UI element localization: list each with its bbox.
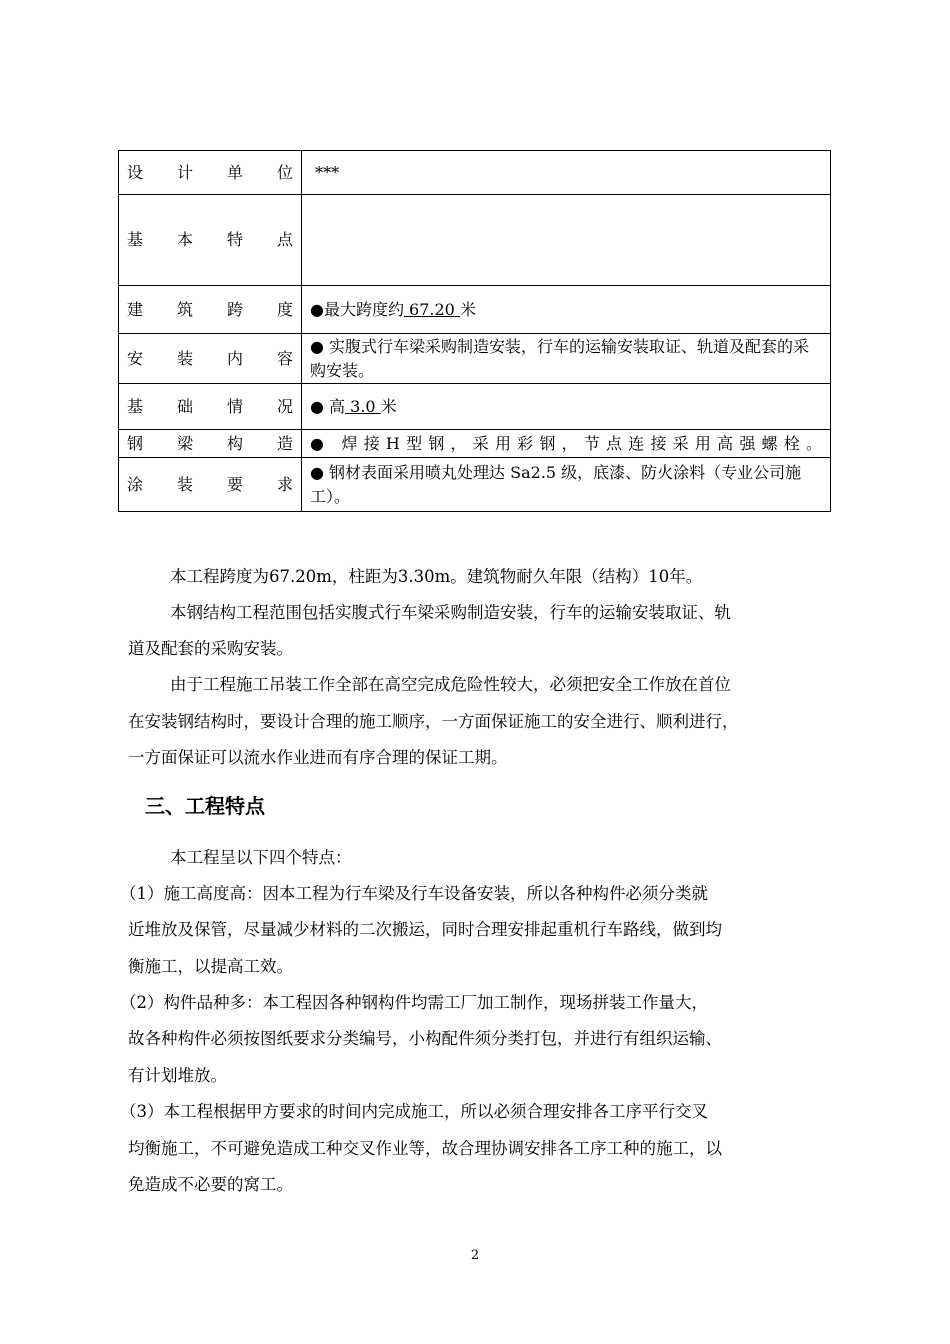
paragraph-safety-line1: 由于工程施工吊装工作全部在高空完成危险性较大，必须把安全工作放在首位 [170, 675, 731, 694]
table-row [119, 151, 831, 195]
row-value: ●最大跨度约 67.20 米 [302, 286, 831, 334]
table-row [119, 430, 831, 458]
row-label: 基 本 特 点 [119, 195, 302, 286]
paragraph-safety-line3: 一方面保证可以流水作业进而有序合理的保证工期。 [128, 748, 508, 767]
feature-3-line3: 免造成不必要的窝工。 [128, 1175, 293, 1194]
row-label: 设 计 单 位 [119, 151, 302, 195]
table-row [119, 286, 831, 334]
paragraph-span: 本工程跨度为67.20m，柱距为3.30m。建筑物耐久年限（结构）10年。 [170, 567, 703, 586]
project-info-table [118, 150, 831, 512]
row-value: ● 钢材表面采用喷丸处理达 Sa2.5 级，底漆、防火涂料（专业公司施工）。 [302, 458, 831, 512]
feature-1-line3: 衡施工，以提高工效。 [128, 957, 293, 976]
row-label: 基 础 情 况 [119, 384, 302, 430]
row-value: ● 实腹式行车梁采购制造安装，行车的运输安装取证、轨道及配套的采购安装。 [302, 334, 831, 384]
feature-2-line3: 有计划堆放。 [128, 1066, 227, 1085]
row-label: 安 装 内 容 [119, 334, 302, 384]
row-label: 涂 装 要 求 [119, 458, 302, 512]
row-value: *** [302, 151, 831, 195]
row-value: ● 高 3.0 米 [302, 384, 831, 430]
paragraph-scope-line1: 本钢结构工程范围包括实腹式行车梁采购制造安装，行车的运输安装取证、轨 [170, 603, 731, 622]
row-label: 建 筑 跨 度 [119, 286, 302, 334]
row-value: ● 焊接H型钢，采用彩钢，节点连接采用高强螺栓。 [302, 430, 831, 458]
paragraph-scope-line2: 道及配套的采购安装。 [128, 639, 293, 658]
table-row [119, 195, 831, 286]
row-value [302, 195, 831, 286]
feature-3-line2: 均衡施工，不可避免造成工种交叉作业等，故合理协调安排各工序工种的施工，以 [128, 1139, 722, 1158]
feature-1-line2: 近堆放及保管，尽量减少材料的二次搬运，同时合理安排起重机行车路线，做到均 [128, 920, 722, 939]
table-row [119, 334, 831, 384]
feature-3-line1: （3）本工程根据甲方要求的时间内完成施工，所以必须合理安排各工序平行交叉 [120, 1102, 708, 1121]
table-row [119, 384, 831, 430]
feature-2-line2: 故各种构件必须按图纸要求分类编号，小构配件须分类打包，并进行有组织运输、 [128, 1029, 722, 1048]
page-number: 2 [470, 1248, 480, 1263]
section-heading: 三、工程特点 [145, 794, 265, 818]
row-label: 钢 梁 构 造 [119, 430, 302, 458]
feature-1-line1: （1）施工高度高：因本工程为行车梁及行车设备安装，所以各种构件必须分类就 [120, 884, 708, 903]
feature-2-line1: （2）构件品种多：本工程因各种钢构件均需工厂加工制作，现场拼装工作量大， [120, 993, 708, 1012]
table-row [119, 458, 831, 512]
paragraph-safety-line2: 在安装钢结构时，要设计合理的施工顺序，一方面保证施工的安全进行、顺利进行， [128, 712, 739, 731]
features-intro: 本工程呈以下四个特点： [170, 848, 352, 867]
